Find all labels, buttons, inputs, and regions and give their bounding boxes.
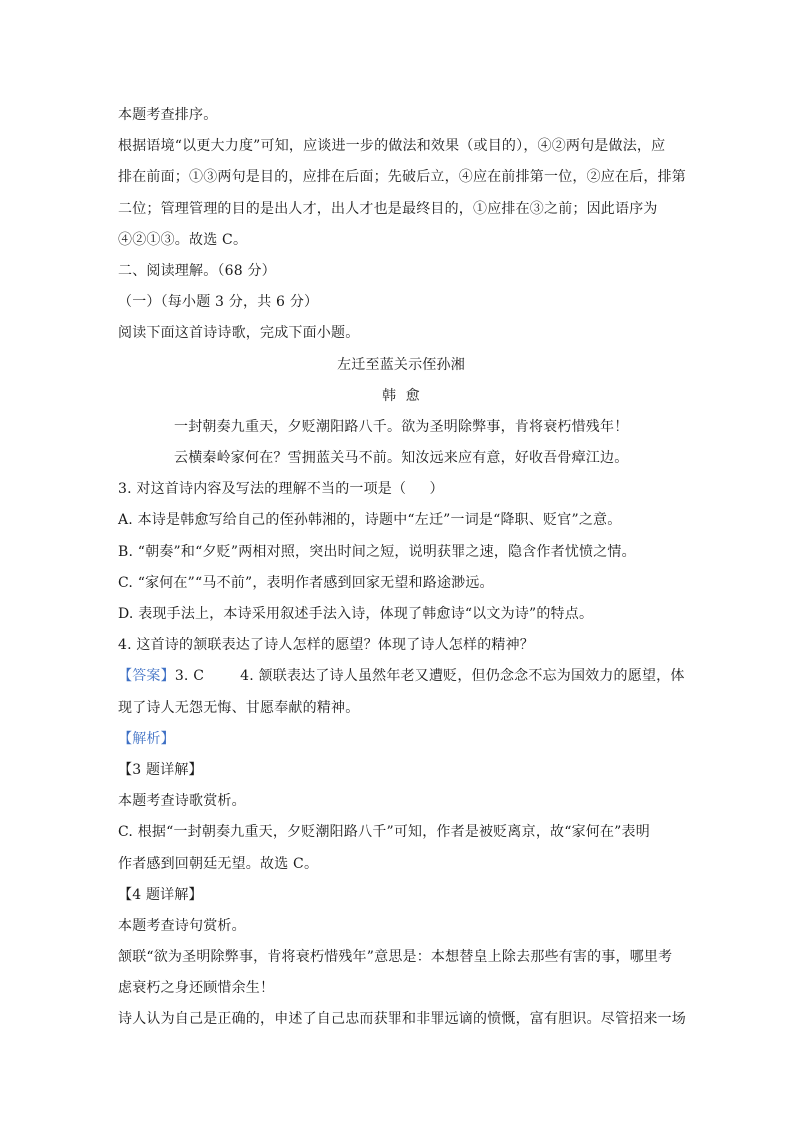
intro-explanation-line: 根据语境“以更大力度”可知，应谈进一步的做法和效果（或目的），④②两句是做法，应 [118,138,666,155]
answer-q3: 3. C [174,668,205,685]
answer-label: 【答案】 [118,668,175,685]
q4-detail-topic: 本题考查诗句赏析。 [118,917,246,934]
poem-author: 韩 愈 [382,387,420,404]
question-3-option-a: A. 本诗是韩愈写给自己的侄孙韩湘的，诗题中“左迁”一词是“降职、贬官”之意。 [118,512,622,529]
analysis-label: 【解析】 [118,730,175,747]
intro-explanation-line: 二位；管理管理的目的是出人才，出人才也是最终目的，①应排在③之前；因此语序为 [118,200,658,217]
question-3-option-b: B. “朝奏”和“夕贬”两相对照，突出时间之短，说明获罪之速，隐含作者忧愤之情。 [118,543,636,560]
answer-q4-line2: 现了诗人无怨无悔、甘愿奉献的精神。 [118,699,360,716]
q4-detail-heading: 【4 题详解】 [118,886,203,903]
poem-line: 一封朝奏九重天，夕贬潮阳路八千。欲为圣明除弊事，肯将衰朽惜残年！ [174,418,629,435]
question-3-option-c: C. “家何在”“马不前”，表明作者感到回家无望和路途渺远。 [118,574,494,591]
intro-topic: 本题考查排序。 [118,107,218,123]
question-3-stem: 3. 对这首诗内容及写法的理解不当的一项是（ ） [118,481,444,498]
q3-detail-heading: 【3 题详解】 [118,761,203,778]
poem-line: 云横秦岭家何在？雪拥蓝关马不前。知汝远来应有意，好收吾骨瘴江边。 [174,450,629,467]
q3-detail-line: 作者感到回朝廷无望。故选 C。 [118,855,319,872]
question-3-option-d: D. 表现手法上，本诗采用叙述手法入诗，体现了韩愈诗“以文为诗”的特点。 [118,606,594,622]
section-instruction: 阅读下面这首诗诗歌，完成下面小题。 [118,325,360,342]
question-4-stem: 4. 这首诗的颔联表达了诗人怎样的愿望？体现了诗人怎样的精神？ [118,637,535,654]
q4-detail-line: 虑衰朽之身还顾惜余生！ [118,980,275,997]
answer-line [118,661,684,692]
document-page [118,100,684,1036]
q3-detail-topic: 本题考查诗歌赏析。 [118,793,246,810]
poem-title: 左迁至蓝关示侄孙湘 [337,356,465,373]
intro-explanation-line: 排在前面；①③两句是目的，应排在后面；先破后立，④应在前排第一位，②应在后，排第 [118,169,686,186]
section-heading: 二、阅读理解。（68 分） [118,262,276,279]
q3-detail-line: C. 根据“一封朝奏九重天，夕贬潮阳路八千”可知，作者是被贬离京，故“家何在”表明 [118,824,650,841]
q4-detail-line: 诗人认为自己是正确的，申述了自己忠而获罪和非罪远谪的愤慨，富有胆识。尽管招来一场 [118,1011,686,1028]
section-subheading: （一）（每小题 3 分，共 6 分） [118,294,319,311]
q4-detail-line: 颔联“欲为圣明除弊事，肯将衰朽惜残年”意思是：本想替皇上除去那些有害的事，哪里考 [118,949,673,966]
answer-q4-line1: 4. 颔联表达了诗人虽然年老又遭贬，但仍念念不忘为国效力的愿望，体 [240,668,685,685]
intro-explanation-line: ④②①③。故选 C。 [118,231,248,248]
